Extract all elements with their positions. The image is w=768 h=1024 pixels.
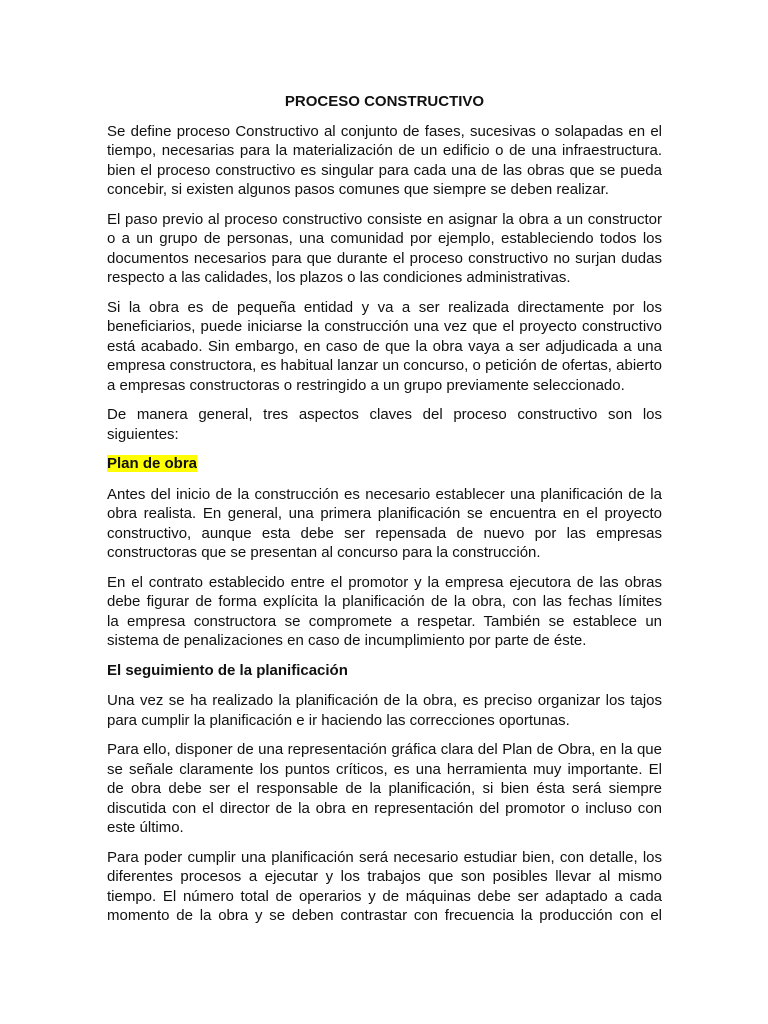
paragraph-line: beneficiarios, puede iniciarse la construcción una vez que el proyecto constructivo	[107, 318, 662, 335]
paragraph-line: siguientes:	[107, 425, 179, 443]
paragraph-line: momento de la obra y se deben contrastar con frecuencia la producción con el	[107, 907, 662, 924]
paragraph-line: constructivo, aunque esta debe ser repensada de nuevo por las empresas	[107, 524, 662, 542]
paragraph-line: concebir, si existen algunos pasos comunes que siempre se deben realizar.	[107, 181, 609, 198]
paragraph	[107, 485, 662, 563]
paragraph	[107, 405, 662, 444]
section-heading	[107, 454, 662, 474]
section-heading	[107, 661, 662, 681]
paragraph-line: respecto a las calidades, los plazos o las condiciones administrativas.	[107, 269, 571, 286]
paragraph-line: documentos necesarios para que durante el proceso constructivo no surjan dudas	[107, 249, 662, 267]
paragraph	[107, 573, 662, 651]
document-page	[107, 92, 662, 936]
paragraph-line: constructoras que se presentan al concurso para la construcción.	[107, 544, 541, 561]
paragraph-line: de obra debe ser el responsable de la planificación, si bien ésta será siempre	[107, 780, 662, 797]
section-heading-text: El seguimiento de la planificación	[107, 661, 348, 679]
paragraph-line: la empresa constructora se compromete a respetar. También se establece un	[107, 612, 662, 630]
paragraph-line: para cumplir la planificación e ir haciendo las correcciones oportunas.	[107, 711, 570, 729]
paragraph	[107, 298, 662, 396]
paragraph	[107, 210, 662, 288]
paragraph-line: Para ello, disponer de una representación gráfica clara del Plan de Obra, en la que	[107, 741, 662, 758]
paragraph-line: este último.	[107, 819, 184, 836]
paragraph-line: Si la obra es de pequeña entidad y va a ser realizada directamente por los	[107, 298, 662, 316]
paragraph-line: se señale claramente los puntos críticos, es una herramienta muy importante. El	[107, 760, 662, 778]
paragraph-line: o a un grupo de personas, una comunidad por ejemplo, estableciendo todos los	[107, 230, 662, 247]
paragraph-line: Para poder cumplir una planificación será necesario estudiar bien, con detalle, los	[107, 848, 662, 866]
document-body	[107, 122, 662, 926]
document-title: PROCESO CONSTRUCTIVO	[284, 93, 485, 110]
paragraph-line: discutida con el director de la obra en representación del promotor o incluso con	[107, 799, 662, 817]
paragraph-line: En el contrato establecido entre el promotor y la empresa ejecutora de las obras	[107, 573, 662, 591]
paragraph	[107, 122, 662, 200]
paragraph-line: tiempo. El número total de operarios y de máquinas debe ser adaptado a cada	[107, 887, 662, 905]
paragraph	[107, 740, 662, 838]
paragraph-line: obra realista. En general, una primera planificación se encuentra en el proyecto	[107, 505, 662, 522]
paragraph-line: Antes del inicio de la construcción es necesario establecer una planificación de la	[107, 485, 662, 503]
paragraph-line: Se define proceso Constructivo al conjunto de fases, sucesivas o solapadas en el	[107, 122, 662, 140]
paragraph-line: El paso previo al proceso constructivo consiste en asignar la obra a un constructor	[107, 210, 662, 228]
paragraph-line: sistema de penalizaciones en caso de incumplimiento por parte de éste.	[107, 632, 587, 649]
paragraph-line: está acabado. Sin embargo, en caso de que la obra vaya a ser adjudicada a una	[107, 337, 662, 355]
paragraph-line: tiempo, necesarias para la materialización de un edificio o de una infraestructura.	[107, 142, 662, 159]
paragraph	[107, 691, 662, 730]
paragraph-line: debe figurar de forma explícita la planificación de la obra, con las fechas límites	[107, 593, 662, 610]
paragraph-line: empresa constructora, es habitual lanzar un concurso, o petición de ofertas, abierto	[107, 357, 662, 374]
section-heading-text: Plan de obra	[107, 455, 198, 472]
paragraph-line: diferentes procesos a ejecutar y los trabajos que son posibles llevar al mismo	[107, 868, 662, 885]
paragraph-line: De manera general, tres aspectos claves del proceso constructivo son los	[107, 406, 662, 423]
paragraph	[107, 848, 662, 926]
paragraph-line: a empresas constructoras o restringido a un grupo previamente seleccionado.	[107, 376, 625, 394]
paragraph-line: Una vez se ha realizado la planificación de la obra, es preciso organizar los tajos	[107, 692, 662, 709]
paragraph-line: bien el proceso constructivo es singular para cada una de las obras que se pueda	[107, 161, 662, 179]
